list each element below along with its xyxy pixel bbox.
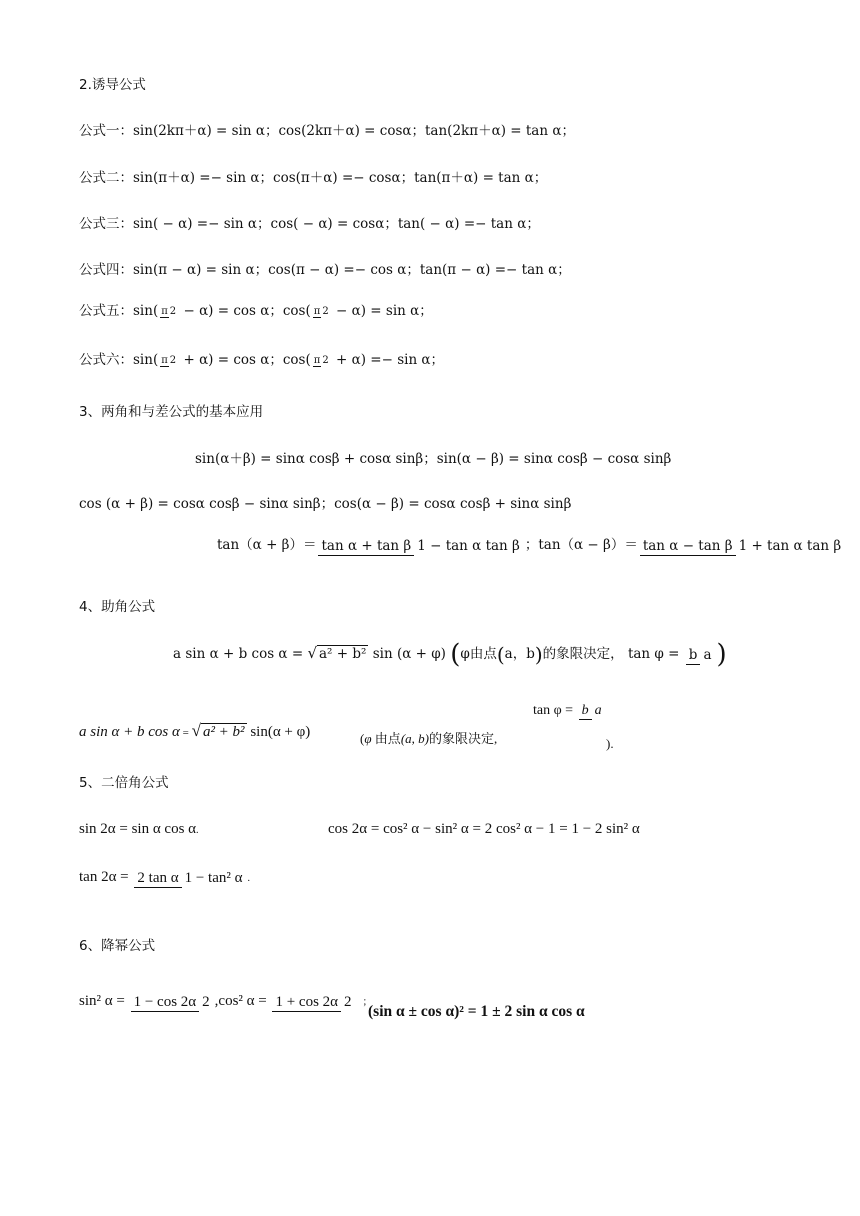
formula-1 <box>79 122 575 140</box>
tan-phi: tan φ = <box>533 703 577 719</box>
frac-num: tan α − tan β <box>640 538 736 556</box>
formula-6 <box>79 351 444 370</box>
sin-sq-fraction <box>131 994 213 1010</box>
pi-over-2 <box>160 355 177 366</box>
frac-den: 1 − tan² α <box>184 869 243 886</box>
trailing-dot: . <box>196 825 199 836</box>
formula-3 <box>79 215 540 233</box>
frac-num: b <box>686 647 701 665</box>
formula-6-part: sin( <box>133 352 159 368</box>
note-open: ( <box>360 731 365 746</box>
sqrt-sign: √ <box>191 721 201 740</box>
formula-6-part: + α) =− sin α； <box>331 352 445 368</box>
sum-diff-cos: cos (α + β) = cosα cosβ − sinα sinβ；cos(α − β) = cosα cosβ + sinα sinβ <box>79 496 572 512</box>
sum-diff-sin: sin(α＋β) = sinα cosβ + cosα sinβ；sin(α − β) = sinα cosβ − cosα sinβ <box>195 451 672 467</box>
phi-symbol: φ <box>364 731 372 746</box>
formula-2 <box>79 169 547 187</box>
note-text: 由点 <box>371 731 401 746</box>
separator: ； <box>524 537 539 553</box>
formula-5-part: sin( <box>133 303 159 319</box>
sum-diff-tan <box>217 536 846 555</box>
frac-den: 1 + tan α tan β <box>738 537 842 554</box>
aux2-rhs: sin(α + φ) <box>246 724 311 740</box>
formula-3-body: sin( − α) =− sin α；cos( − α) = cosα；tan( − α) =− tan α； <box>133 216 540 232</box>
formula-5-part: − α) = cos α；cos( <box>179 303 311 319</box>
sqrt-radicand: a² + b² <box>319 646 367 662</box>
cos-sq-fraction <box>272 994 354 1010</box>
section-6-heading: 6、降幂公式 <box>79 938 156 954</box>
pi-over-2 <box>313 355 330 366</box>
frac-num: 1 − cos 2α <box>131 994 200 1012</box>
aux-angle-tan <box>533 702 607 720</box>
frac-num: π <box>161 305 168 317</box>
formula-2-label: 公式二： <box>79 170 133 186</box>
formula-1-body: sin(2kπ＋α) = sin α；cos(2kπ＋α) = cosα；tan(2kπ＋α) = tan α； <box>133 123 575 139</box>
formula-4-body: sin(π − α) = sin α；cos(π − α) =− cos α；tan(π − α) =− tan α； <box>133 262 571 278</box>
frac-num: b <box>579 703 592 720</box>
section-2-heading: 2.诱导公式 <box>79 77 146 93</box>
semicolon: ； <box>362 997 373 1008</box>
sin-sq-lhs: sin² α = <box>79 993 129 1009</box>
frac-den: a <box>703 646 712 663</box>
formula-1-label: 公式一： <box>79 123 133 139</box>
formula-2-body: sin(π＋α) =− sin α；cos(π＋α) =− cosα；tan(π＋α) = tan α； <box>133 170 548 186</box>
aux-angle-line-2 <box>79 722 310 742</box>
section-4-heading: 4、助角公式 <box>79 599 156 615</box>
tan2-fraction <box>134 870 245 886</box>
formula-6-part: + α) = cos α；cos( <box>179 352 311 368</box>
trailing-dot: . <box>247 873 250 884</box>
sqrt-sign: √ <box>307 644 317 662</box>
formula-4 <box>79 261 571 279</box>
aux-point: a，b <box>504 646 535 662</box>
tan-diff-left: tan（α − β）＝ <box>538 537 638 553</box>
tan2-lhs: tan 2α = <box>79 869 133 885</box>
frac-num: π <box>313 305 321 317</box>
frac-den: 2 <box>202 993 210 1010</box>
frac-den: 2 <box>322 354 329 366</box>
frac-den: a <box>594 703 602 718</box>
paren-open: ( <box>496 642 505 667</box>
aux2-lhs: a sin α + b cos α <box>79 724 180 740</box>
aux-angle-end: ). <box>606 736 614 751</box>
aux-lhs: a sin α + b cos α = <box>173 646 308 662</box>
pi-over-2 <box>313 306 330 317</box>
pi-over-2 <box>160 306 177 317</box>
formula-5-part: − α) = sin α； <box>331 303 433 319</box>
frac-num: π <box>161 354 168 366</box>
aux-rhs: sin (α + φ) <box>368 646 451 662</box>
paren-close: ) <box>534 642 543 667</box>
power-reduction <box>79 992 373 1012</box>
aux-note: φ由点 <box>460 646 497 662</box>
double-angle-sin <box>79 820 199 840</box>
sin2-formula: sin 2α = sin α cos α <box>79 821 197 837</box>
tan-sum-left: tan（α + β）＝ <box>217 537 317 553</box>
aux-note-2: 的象限决定， tan φ = <box>542 646 684 662</box>
paren-close: ) <box>716 639 727 670</box>
formula-6-label: 公式六： <box>79 352 133 368</box>
cos-sq-lhs: ,cos² α = <box>214 993 271 1009</box>
frac-den: 2 <box>169 354 177 366</box>
aux2-eq: = <box>179 727 192 739</box>
frac-den: 1 − tan α tan β <box>417 537 520 554</box>
formula-4-label: 公式四： <box>79 262 133 278</box>
double-angle-cos: cos 2α = cos² α − sin² α = 2 cos² α − 1 = 1 − 2 sin² α <box>328 821 640 837</box>
frac-num: tan α + tan β <box>318 538 414 556</box>
sqrt-radicand: a² + b² <box>202 724 245 740</box>
note-point: (a, b) <box>400 731 429 746</box>
square-identity: (sin α ± cos α)² = 1 ± 2 sin α cos α <box>368 1003 585 1020</box>
aux-angle-note <box>360 730 497 748</box>
frac-den: 2 <box>322 305 329 317</box>
formula-5 <box>79 302 433 321</box>
frac-den: 2 <box>344 993 352 1010</box>
frac-num: 2 tan α <box>134 870 181 888</box>
double-angle-tan <box>79 868 250 888</box>
tan-sum-fraction <box>318 538 522 554</box>
formula-3-label: 公式三： <box>79 216 133 232</box>
b-over-a <box>579 703 605 718</box>
frac-den: 2 <box>169 305 177 317</box>
formula-5-label: 公式五： <box>79 303 133 319</box>
section-5-heading: 5、二倍角公式 <box>79 775 169 791</box>
tan-diff-fraction <box>640 538 844 554</box>
b-over-a <box>686 647 715 663</box>
frac-num: 1 + cos 2α <box>272 994 341 1012</box>
paren-open: ( <box>450 639 461 670</box>
frac-num: π <box>313 354 321 366</box>
section-3-heading: 3、两角和与差公式的基本应用 <box>79 404 264 420</box>
aux-angle-line-1 <box>173 639 727 670</box>
note-text-2: 的象限决定, <box>428 731 498 746</box>
